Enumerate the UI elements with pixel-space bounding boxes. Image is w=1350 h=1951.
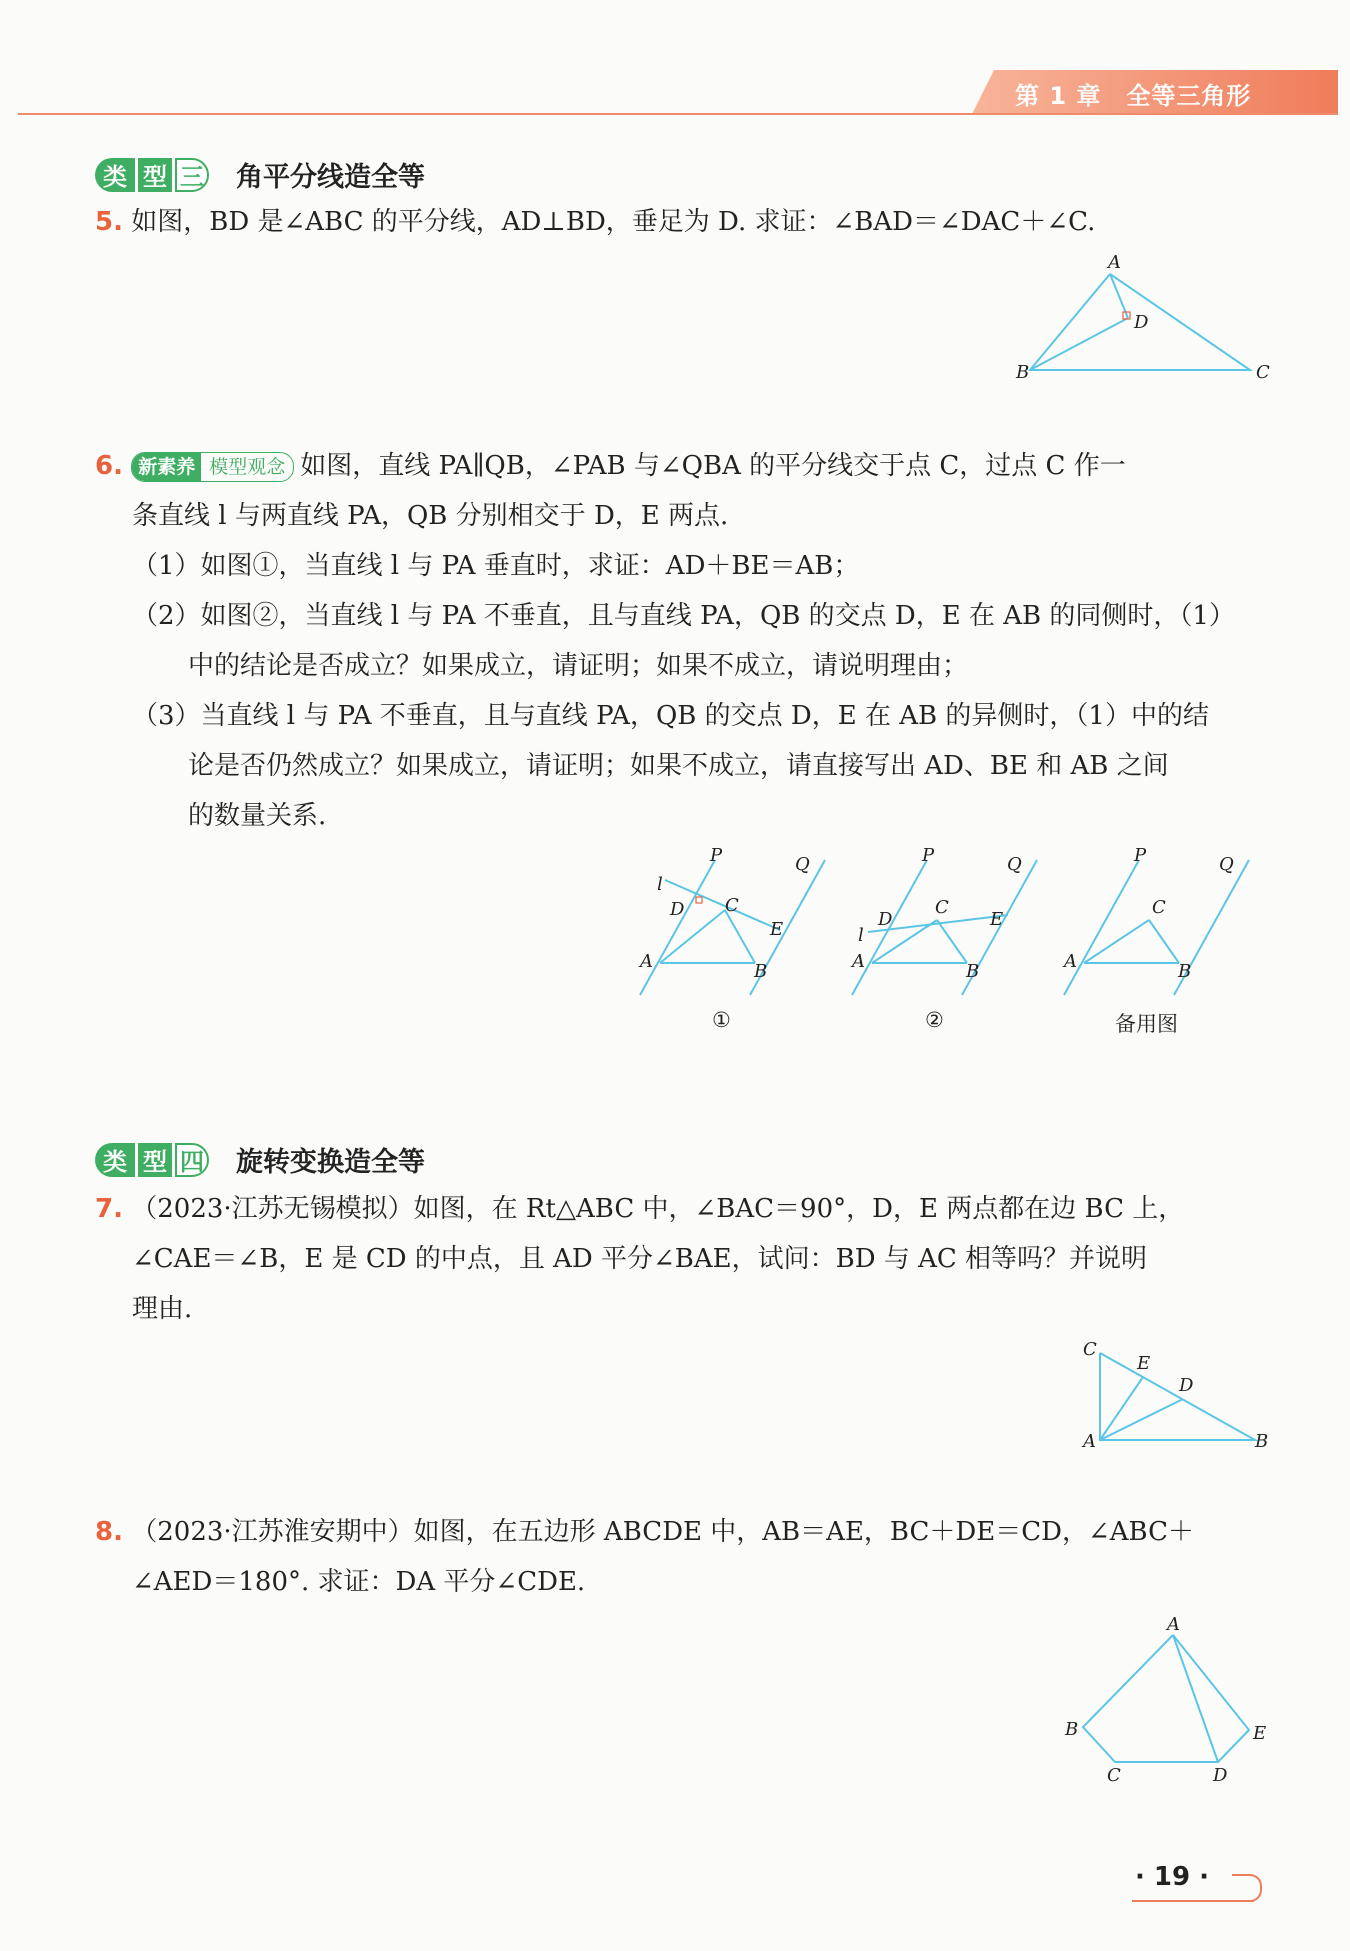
section-badge: 类 型 三	[95, 158, 212, 192]
svg-text:D: D	[1179, 1375, 1194, 1396]
section-badge: 类 型 四	[95, 1143, 212, 1177]
svg-text:P: P	[1134, 845, 1147, 866]
question-6-part3-cont: 论是否仍然成立？如果成立，请证明；如果不成立，请直接写出 AD、BE 和 AB 之间	[188, 751, 1169, 781]
question-6-part1: （1）如图①，当直线 l 与 PA 垂直时，求证：AD＋BE＝AB；	[132, 551, 860, 581]
section-heading-4	[95, 1140, 425, 1179]
literacy-tag: 新素养 模型观念	[131, 452, 294, 482]
svg-text:C: C	[935, 897, 949, 918]
svg-text:E: E	[1137, 1353, 1151, 1374]
svg-text:C: C	[1107, 1765, 1121, 1786]
svg-text:B: B	[1178, 961, 1192, 982]
svg-text:C: C	[1083, 1339, 1097, 1360]
svg-text:C: C	[1152, 897, 1166, 918]
section-title: 旋转变换造全等	[236, 1147, 425, 1178]
svg-text:P: P	[922, 845, 935, 866]
svg-text:A: A	[852, 951, 865, 972]
question-8-line1: 8. （2023·江苏淮安期中）如图，在五边形 ABCDE 中，AB＝AE，BC＋DE＝CD，∠ABC＋	[95, 1517, 1195, 1547]
svg-text:Q: Q	[795, 854, 810, 875]
figure-q7	[1075, 1335, 1275, 1450]
svg-text:P: P	[710, 845, 723, 866]
svg-text:D: D	[670, 899, 685, 920]
svg-text:E: E	[1253, 1723, 1267, 1744]
question-7-line3: 理由.	[132, 1294, 193, 1324]
svg-text:l: l	[858, 925, 864, 946]
svg-text:B: B	[754, 961, 768, 982]
question-5: 5. 如图，BD 是∠ABC 的平分线，AD⊥BD，垂足为 D. 求证：∠BAD＝∠DAC＋∠C.	[95, 207, 1096, 237]
question-7-line2: ∠CAE＝∠B，E 是 CD 的中点，且 AD 平分∠BAE，试问：BD 与 AC 相等吗？并说明	[132, 1244, 1148, 1274]
svg-text:Q: Q	[1007, 854, 1022, 875]
svg-text:E: E	[990, 909, 1004, 930]
caption-backup: 备用图	[1115, 1012, 1178, 1036]
label-A: A	[1108, 252, 1121, 273]
svg-text:A: A	[1064, 951, 1077, 972]
svg-text:E: E	[770, 919, 784, 940]
figure-q8	[1055, 1615, 1275, 1790]
svg-text:B: B	[966, 961, 980, 982]
svg-text:Q: Q	[1219, 854, 1234, 875]
svg-text:D: D	[878, 909, 893, 930]
question-6-part3-end: 的数量关系.	[188, 801, 327, 831]
question-7-line1: 7. （2023·江苏无锡模拟）如图，在 Rt△ABC 中，∠BAC＝90°，D，E 两点都在边 BC 上，	[95, 1194, 1185, 1224]
page-number: · 19 ·	[1135, 1862, 1210, 1892]
section-title: 角平分线造全等	[236, 162, 425, 193]
chapter-title: 第 1 章 全等三角形	[1015, 82, 1252, 110]
caption-fig1: ①	[712, 1008, 731, 1032]
label-B: B	[1016, 362, 1030, 383]
section-heading-3	[95, 155, 425, 194]
svg-text:l: l	[657, 874, 663, 895]
header-rule	[18, 113, 1338, 115]
question-6-part2-cont: 中的结论是否成立？如果成立，请证明；如果不成立，请说明理由；	[188, 651, 969, 681]
svg-text:A: A	[1167, 1615, 1180, 1635]
svg-text:D: D	[1213, 1765, 1228, 1786]
svg-text:A: A	[1083, 1431, 1096, 1450]
question-8-line2: ∠AED＝180°. 求证：DA 平分∠CDE.	[132, 1567, 586, 1597]
svg-text:A: A	[640, 951, 653, 972]
figure-q5	[1010, 250, 1280, 390]
label-D: D	[1134, 312, 1149, 333]
svg-text:B: B	[1255, 1431, 1269, 1450]
question-6-line1: 6. 新素养 模型观念 如图，直线 PA∥QB，∠PAB 与∠QBA 的平分线交于点 C，过点 C 作一	[95, 451, 1126, 481]
svg-text:B: B	[1065, 1719, 1079, 1740]
question-6-line2: 条直线 l 与两直线 PA，QB 分别相交于 D，E 两点.	[132, 501, 729, 531]
page-hook	[1232, 1874, 1262, 1902]
label-C: C	[1256, 362, 1270, 383]
question-6-part3: （3）当直线 l 与 PA 不垂直，且与直线 PA，QB 的交点 D，E 在 AB 的异侧时，（1）中的结	[132, 701, 1209, 731]
svg-text:C: C	[725, 895, 739, 916]
question-6-part2: （2）如图②，当直线 l 与 PA 不垂直，且与直线 PA，QB 的交点 D，E 在 AB 的同侧时，（1）	[132, 601, 1235, 631]
caption-fig2: ②	[925, 1008, 944, 1032]
